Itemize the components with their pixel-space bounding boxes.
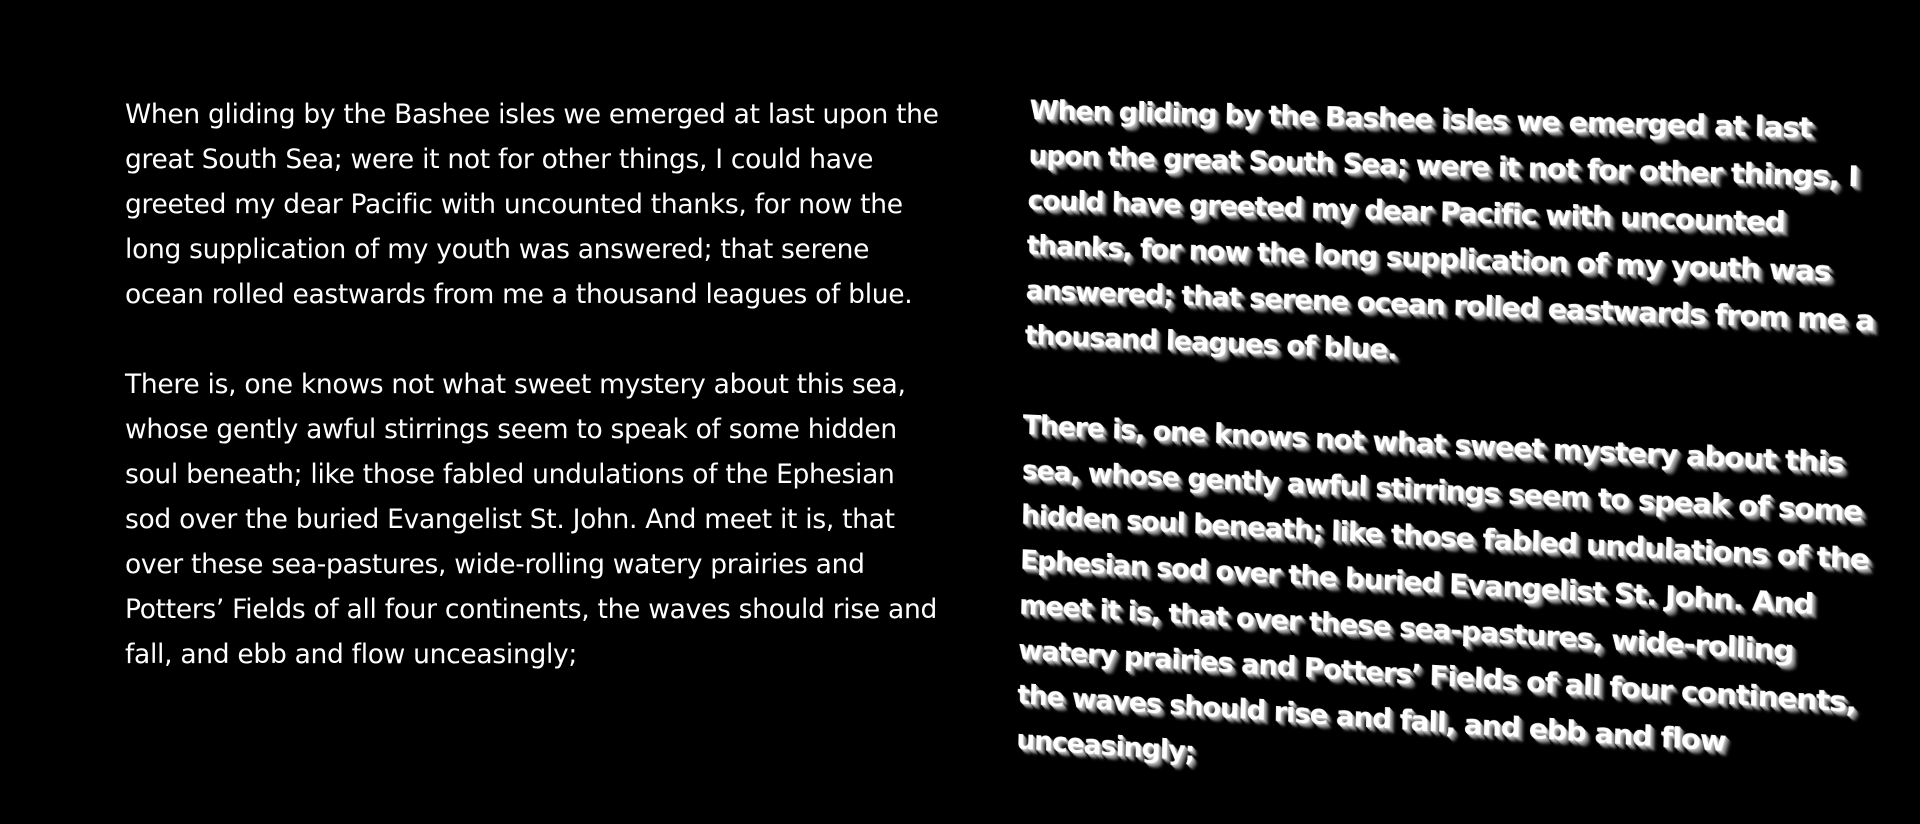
plain-paragraph-2: There is, one knows not what sweet mystery about this sea, whose gently awful stirrings seem to speak of some hidden soul beneath; like those fabled undulations of the Ephesian sod over the buried Evangelist St. John. And meet it is, that over these sea-pastures, wide-rolling watery prairies and Potters’ Fields of all four continents, the waves should rise and fall, and ebb and flow unceasingly; bbox=[125, 369, 937, 670]
embossed-text-block bbox=[1016, 88, 1899, 824]
embossed-paragraph-1: When gliding by the Bashee isles we emerged at last upon the great South Sea; were it not for other things, I could have greeted my dear Pacific with uncounted thanks, for now the long supplication of my youth was answered; that serene ocean rolled eastwards from me a thousand leagues of blue. bbox=[1024, 94, 1875, 367]
embossed-paragraph-2: There is, one knows not what sweet mystery about this sea, whose gently awful stirrings seem to speak of some hidden soul beneath; like those fabled undulations of the Ephesian sod over the buried Evangelist St. John. And meet it is, that over these sea-pastures, wide-rolling watery prairies and Potters’ Fields of all four continents, the waves should rise and fall, and ebb and flow unceasingly; bbox=[1016, 409, 1870, 768]
plain-paragraph-1: When gliding by the Bashee isles we emerged at last upon the great South Sea; were it not for other things, I could have greeted my dear Pacific with uncounted thanks, for now the long supplication of my youth was answered; that serene ocean rolled eastwards from me a thousand leagues of blue. bbox=[125, 99, 939, 310]
plain-text-block bbox=[125, 92, 945, 677]
